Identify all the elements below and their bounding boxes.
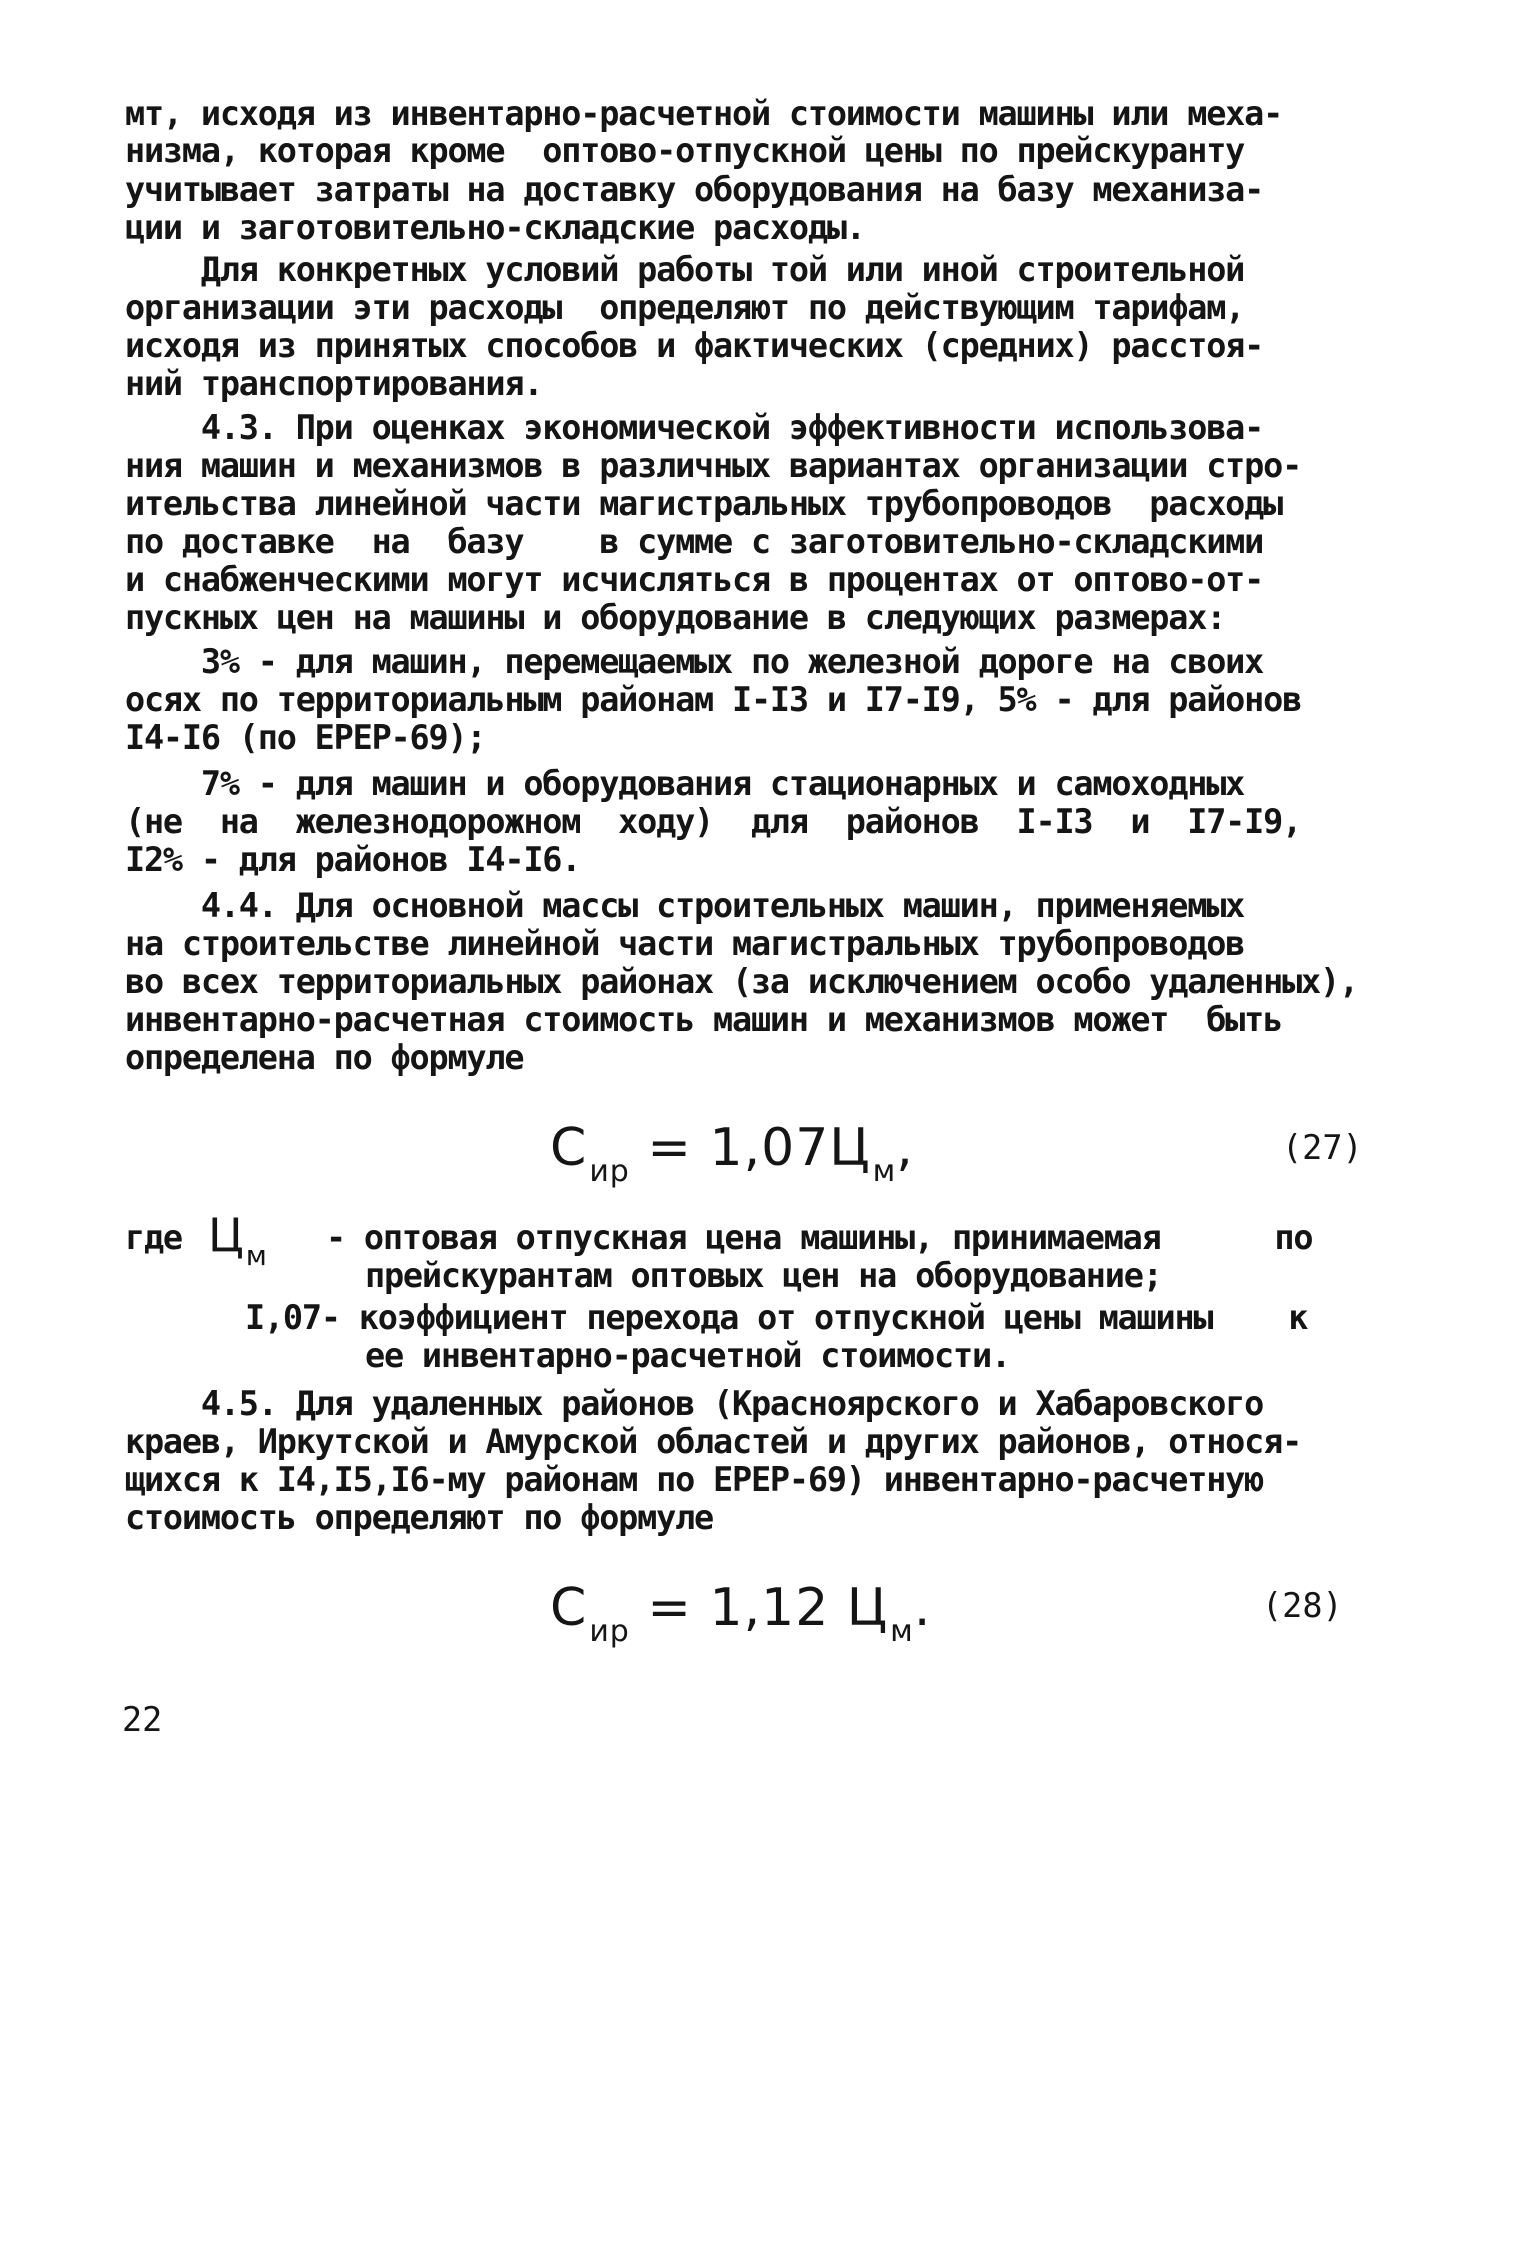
price-symbol-subscript: м [245,1239,267,1272]
text-line: I4-I6 (по ЕРЕР-69); [125,718,486,757]
formula-lhs: С [550,1578,588,1638]
text-line: ния машин и механизмов в различных вариантах организации стро- [125,446,1302,485]
text-line: определена по формуле [125,1038,524,1077]
text-line: исходя из принятых способов и фактических (средних) расстоя- [125,326,1264,365]
page-number: 22 [122,1700,163,1739]
where-description-1: - оптовая отпускная цена машины, принимаемая по [326,1218,1313,1257]
text-line: 4.3. При оценках экономической эффективности использова- [125,408,1264,447]
text-line: стоимость определяют по формуле [125,1498,714,1537]
text-line: 7% - для машин и оборудования стационарных и самоходных [125,764,1245,803]
text-line: на строительстве линейной части магистральных трубопроводов [125,924,1245,963]
text-line: осях по территориальным районам I-I3 и I7-I9, 5% - для районов [125,680,1302,719]
text-line: 4.4. Для основной массы строительных машин, применяемых [125,886,1245,925]
formula-rhs-subscript: м [890,1614,914,1649]
text-line: (не на железнодорожном ходу) для районов I-I3 и I7-I9, [125,802,1302,841]
formula-27 [550,1118,914,1189]
text-line: ительства линейной части магистральных трубопроводов расходы [125,484,1283,523]
text-line: низма, которая кроме оптово-отпускной цены по прейскуранту [125,131,1245,170]
text-line: по доставке на базу в сумме с заготовительно-складскими [125,522,1264,561]
equation-number-28: (28) [1262,1586,1343,1625]
where-label: где [125,1218,182,1257]
formula-tail: , [896,1118,914,1178]
text-line: пускных цен на машины и оборудование в следующих размерах: [125,598,1226,637]
text-line: I2% - для районов I4-I6. [125,840,581,879]
formula-tail: . [913,1578,932,1638]
text-line: мт, исходя из инвентарно-расчетной стоимости машины или меха- [125,94,1283,133]
coefficient-description-2: ее инвентарно-расчетной стоимости. [365,1336,1010,1375]
text-line: ний транспортирования. [125,364,543,403]
formula-lhs-subscript: ир [589,1614,630,1649]
text-line: во всех территориальных районах (за исключением особо удаленных), [125,962,1358,1001]
formula-rhs-subscript: м [872,1154,897,1189]
text-line: учитывает затраты на доставку оборудования на базу механиза- [125,170,1264,209]
formula-lhs-subscript: ир [589,1154,630,1189]
formula-lhs: С [550,1118,588,1178]
formula-rhs: = 1,12 Ц [647,1578,889,1638]
text-line: ции и заготовительно-складские расходы. [125,208,865,247]
where-description-2: прейскурантам оптовых цен на оборудование; [365,1256,1162,1295]
text-line: инвентарно-расчетная стоимость машин и механизмов может быть [125,1000,1283,1039]
formula-28 [550,1578,932,1649]
price-symbol [208,1208,267,1272]
text-line: организации эти расходы определяют по действующим тарифам, [125,288,1245,327]
equation-number-27: (27) [1282,1128,1363,1167]
text-line: 4.5. Для удаленных районов (Красноярского и Хабаровского [125,1384,1264,1423]
text-line: Для конкретных условий работы той или иной строительной [125,250,1245,289]
text-line: щихся к I4,I5,I6-му районам по ЕРЕР-69) инвентарно-расчетную [125,1460,1264,1499]
text-line: 3% - для машин, перемещаемых по железной дороге на своих [125,642,1264,681]
coefficient-description-1: I,07- коэффициент перехода от отпускной цены машины к [245,1298,1308,1337]
price-symbol-letter: Ц [208,1208,244,1262]
text-line: краев, Иркутской и Амурской областей и других районов, относя- [125,1422,1302,1461]
formula-rhs: = 1,07Ц [647,1118,871,1178]
text-line: и снабженческими могут исчисляться в процентах от оптово-от- [125,560,1264,599]
